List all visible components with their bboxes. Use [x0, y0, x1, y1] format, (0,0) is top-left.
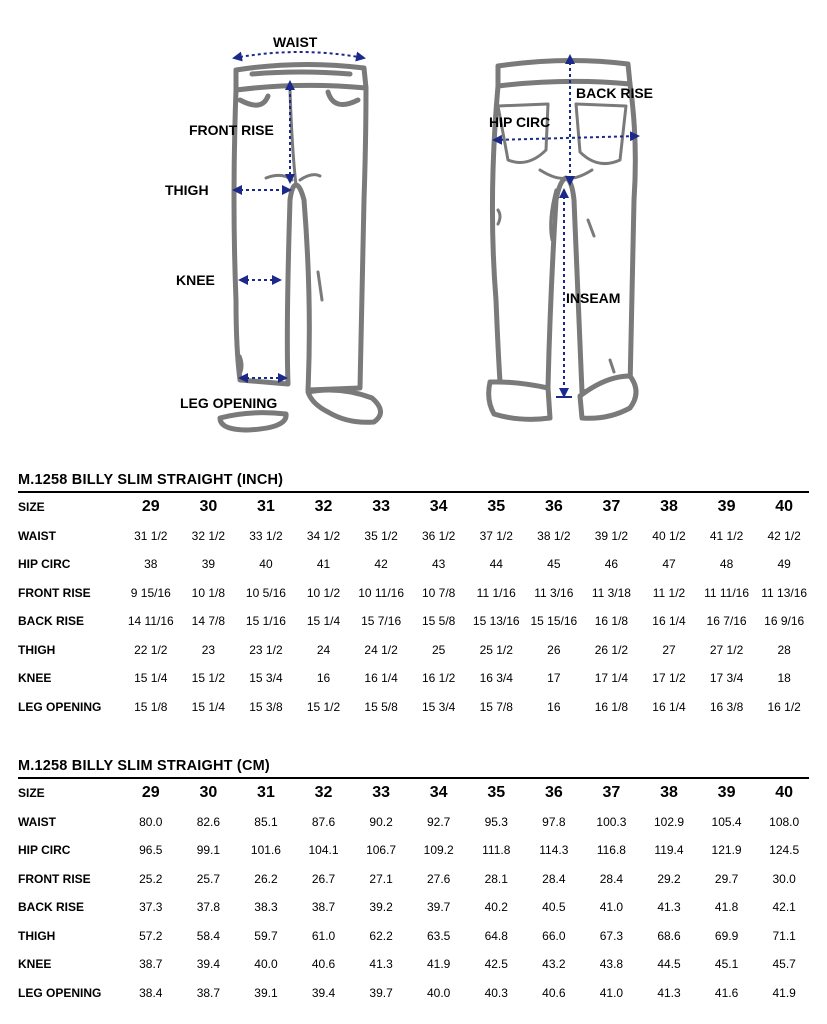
size-header-cell: 34 — [429, 498, 448, 516]
size-header-cell: 38 — [660, 784, 678, 802]
table-cell: 95.3 — [484, 814, 508, 829]
table-cell: 34 1/2 — [306, 528, 341, 543]
table-cell: 15 3/4 — [249, 671, 283, 686]
size-header-cell: 34 — [429, 784, 448, 802]
size-header-cell: 29 — [141, 498, 160, 516]
table-cell: 41 1/2 — [709, 528, 744, 543]
front-rise-label: FRONT RISE — [189, 122, 274, 138]
size-header-cell: 40 — [775, 498, 794, 516]
table-row — [16, 579, 813, 608]
table-cell: 57.2 — [139, 928, 163, 943]
table-cell: 39 1/2 — [594, 528, 629, 543]
table-cell: 24 1/2 — [364, 642, 398, 657]
row-label: HIP CIRC — [18, 843, 71, 858]
table-cell: 16 9/16 — [764, 614, 805, 629]
table-cell: 38.7 — [311, 900, 336, 915]
table-cell: 41.8 — [714, 900, 739, 915]
table-cell: 29.2 — [657, 871, 681, 886]
table-cell: 15 3/4 — [421, 699, 456, 714]
table-cell: 25 1/2 — [479, 642, 513, 657]
table-row — [16, 893, 813, 922]
hip-circ-label: HIP CIRC — [489, 114, 551, 130]
table-cell: 109.2 — [423, 843, 454, 858]
cm-size-chart — [18, 756, 809, 1007]
table-cell: 25 — [432, 642, 446, 657]
inseam-label: INSEAM — [566, 290, 621, 306]
table-cell: 17 — [547, 671, 561, 686]
table-row — [16, 664, 813, 693]
table-cell: 80.0 — [139, 814, 163, 829]
table-cell: 26.2 — [254, 871, 278, 886]
table-cell: 11 3/18 — [591, 585, 631, 600]
table-cell: 61.0 — [311, 928, 336, 943]
table-cell: 64.8 — [484, 928, 508, 943]
table-cell: 16 1/2 — [767, 699, 801, 714]
table-cell: 29.7 — [714, 871, 739, 886]
inch-table-body — [16, 493, 813, 721]
table-cell: 22 1/2 — [134, 642, 168, 657]
table-row — [16, 922, 813, 951]
table-cell: 15 7/8 — [479, 699, 513, 714]
table-cell: 41.6 — [714, 985, 739, 1000]
row-label: LEG OPENING — [18, 985, 102, 1000]
table-cell: 39.4 — [311, 985, 336, 1000]
table-cell: 24 — [316, 642, 331, 657]
table-cell: 16 1/2 — [421, 671, 456, 686]
table-cell: 42 — [374, 557, 388, 572]
table-cell: 26.7 — [311, 871, 336, 886]
table-cell: 102.9 — [653, 814, 684, 829]
table-cell: 16 3/4 — [479, 671, 513, 686]
table-cell: 16 1/4 — [652, 614, 686, 629]
table-cell: 15 5/8 — [364, 699, 398, 714]
row-label: SIZE — [18, 786, 45, 801]
table-cell: 66.0 — [542, 928, 566, 943]
table-cell: 27 — [662, 642, 676, 657]
table-cell: 44 — [489, 557, 503, 572]
table-cell: 49 — [777, 557, 791, 572]
table-cell: 41.3 — [369, 957, 393, 972]
table-cell: 15 1/2 — [306, 699, 341, 714]
table-cell: 27.1 — [369, 871, 393, 886]
table-cell: 10 11/16 — [358, 585, 405, 600]
table-cell: 85.1 — [254, 814, 278, 829]
table-cell: 119.4 — [654, 843, 684, 858]
table-cell: 38.3 — [254, 900, 278, 915]
size-header-cell: 39 — [717, 784, 736, 802]
row-label: SIZE — [18, 500, 45, 515]
table-cell: 28.1 — [484, 871, 508, 886]
inch-size-table — [16, 493, 813, 721]
table-cell: 32 1/2 — [191, 528, 226, 543]
table-cell: 121.9 — [711, 843, 742, 858]
table-cell: 43.2 — [542, 957, 566, 972]
table-cell: 40 — [259, 557, 273, 572]
table-cell: 39 — [201, 557, 216, 572]
inch-chart-title: M.1258 BILLY SLIM STRAIGHT (INCH) — [18, 472, 284, 488]
size-header-cell: 36 — [544, 784, 563, 802]
table-row — [16, 636, 813, 665]
table-cell: 15 1/4 — [306, 614, 341, 629]
table-row — [16, 493, 813, 522]
table-cell: 16 1/8 — [594, 699, 629, 714]
table-cell: 31 1/2 — [134, 528, 168, 543]
table-cell: 38 — [144, 557, 158, 572]
table-cell: 39.2 — [369, 900, 393, 915]
table-row — [16, 979, 813, 1008]
table-cell: 104.1 — [308, 843, 339, 858]
table-cell: 11 13/16 — [761, 585, 808, 600]
table-row — [16, 808, 813, 837]
table-cell: 96.5 — [139, 843, 163, 858]
row-label: WAIST — [18, 814, 56, 829]
table-cell: 101.6 — [250, 843, 281, 858]
table-cell: 35 1/2 — [364, 528, 398, 543]
table-cell: 15 1/2 — [191, 671, 226, 686]
row-label: THIGH — [18, 928, 56, 943]
back-rise-label: BACK RISE — [576, 85, 654, 101]
table-cell: 59.7 — [254, 928, 278, 943]
table-row — [16, 522, 813, 551]
table-cell: 38.7 — [139, 957, 163, 972]
table-cell: 39.7 — [369, 985, 393, 1000]
table-cell: 42.5 — [484, 957, 508, 972]
table-cell: 63.5 — [427, 928, 451, 943]
table-cell: 62.2 — [369, 928, 393, 943]
table-cell: 37.3 — [139, 900, 163, 915]
table-cell: 45.1 — [714, 957, 739, 972]
table-cell: 17 1/4 — [594, 671, 629, 686]
table-row — [16, 779, 813, 808]
table-cell: 15 7/16 — [361, 614, 402, 629]
table-cell: 15 1/4 — [191, 699, 226, 714]
table-cell: 82.6 — [196, 814, 221, 829]
size-header-cell: 35 — [487, 784, 506, 802]
table-cell: 15 5/8 — [421, 614, 456, 629]
size-header-cell: 37 — [602, 784, 621, 802]
table-cell: 108.0 — [769, 814, 800, 829]
table-cell: 37.8 — [196, 900, 221, 915]
table-cell: 16 — [547, 699, 561, 714]
cm-table-body — [16, 779, 813, 1007]
table-cell: 15 1/16 — [245, 614, 286, 629]
table-cell: 116.8 — [596, 843, 626, 858]
table-cell: 36 1/2 — [421, 528, 456, 543]
table-cell: 16 1/4 — [652, 699, 686, 714]
table-row — [16, 950, 813, 979]
table-cell: 10 1/2 — [306, 585, 341, 600]
table-cell: 71.1 — [772, 928, 796, 943]
inch-size-chart — [18, 470, 809, 721]
table-cell: 43.8 — [599, 957, 624, 972]
table-cell: 43 — [432, 557, 446, 572]
table-cell: 15 1/8 — [134, 699, 168, 714]
table-cell: 15 13/16 — [472, 614, 520, 629]
table-cell: 105.4 — [711, 814, 742, 829]
table-cell: 47 — [662, 557, 676, 572]
table-cell: 15 1/4 — [134, 671, 168, 686]
row-label: FRONT RISE — [18, 871, 91, 886]
table-cell: 23 1/2 — [249, 642, 283, 657]
table-cell: 37 1/2 — [479, 528, 513, 543]
table-cell: 10 7/8 — [421, 585, 456, 600]
table-row — [16, 693, 813, 722]
table-cell: 41.9 — [427, 957, 451, 972]
table-cell: 46 — [604, 557, 619, 572]
table-cell: 92.7 — [427, 814, 451, 829]
table-cell: 40.5 — [542, 900, 566, 915]
row-label: KNEE — [18, 671, 52, 686]
table-cell: 114.3 — [539, 843, 569, 858]
table-cell: 16 3/8 — [709, 699, 744, 714]
table-cell: 28.4 — [542, 871, 566, 886]
table-cell: 41.3 — [657, 900, 681, 915]
row-label: BACK RISE — [18, 614, 85, 629]
waist-label: WAIST — [273, 34, 318, 50]
table-cell: 16 7/16 — [706, 614, 747, 629]
size-header-cell: 38 — [660, 498, 678, 516]
table-cell: 100.3 — [596, 814, 627, 829]
table-cell: 124.5 — [769, 843, 800, 858]
waist-measure-line — [234, 52, 364, 58]
table-cell: 68.6 — [657, 928, 681, 943]
table-cell: 33 1/2 — [249, 528, 283, 543]
row-label: KNEE — [18, 957, 52, 972]
table-cell: 41.3 — [657, 985, 681, 1000]
size-header-cell: 32 — [314, 498, 333, 516]
table-cell: 38.4 — [139, 985, 163, 1000]
table-cell: 97.8 — [542, 814, 566, 829]
size-header-cell: 30 — [199, 498, 218, 516]
table-cell: 40.6 — [542, 985, 566, 1000]
table-cell: 58.4 — [196, 928, 221, 943]
table-cell: 28.4 — [599, 871, 624, 886]
thigh-label: THIGH — [165, 182, 209, 198]
size-header-cell: 33 — [372, 784, 390, 802]
table-cell: 44.5 — [657, 957, 681, 972]
table-cell: 26 1/2 — [594, 642, 629, 657]
table-cell: 25.7 — [196, 871, 221, 886]
cm-chart-title: M.1258 BILLY SLIM STRAIGHT (CM) — [18, 758, 270, 774]
size-header-cell: 32 — [314, 784, 333, 802]
table-cell: 25.2 — [139, 871, 163, 886]
table-cell: 40.6 — [311, 957, 336, 972]
measurement-diagram — [0, 0, 827, 440]
hip-circ-measure-line — [494, 136, 638, 140]
table-cell: 28 — [777, 642, 791, 657]
size-header-cell: 40 — [775, 784, 794, 802]
size-header-cell: 31 — [257, 784, 275, 802]
table-cell: 10 5/16 — [245, 585, 286, 600]
table-cell: 48 — [719, 557, 734, 572]
table-cell: 10 1/8 — [191, 585, 226, 600]
table-cell: 26 — [547, 642, 561, 657]
table-cell: 27.6 — [427, 871, 451, 886]
row-label: HIP CIRC — [18, 557, 71, 572]
row-label: WAIST — [18, 528, 56, 543]
table-cell: 16 — [316, 671, 331, 686]
table-cell: 87.6 — [311, 814, 336, 829]
table-cell: 41.0 — [599, 985, 624, 1000]
table-cell: 41.0 — [599, 900, 624, 915]
table-row — [16, 865, 813, 894]
table-cell: 40.0 — [254, 957, 278, 972]
table-cell: 39.1 — [254, 985, 278, 1000]
table-cell: 111.8 — [482, 843, 511, 858]
size-header-cell: 35 — [487, 498, 506, 516]
table-cell: 40 1/2 — [652, 528, 686, 543]
table-cell: 14 11/16 — [127, 614, 174, 629]
table-cell: 11 1/2 — [652, 585, 686, 600]
table-cell: 40.2 — [484, 900, 508, 915]
size-header-cell: 31 — [257, 498, 275, 516]
table-cell: 38.7 — [196, 985, 221, 1000]
table-cell: 17 1/2 — [652, 671, 686, 686]
table-cell: 40.0 — [427, 985, 451, 1000]
size-header-cell: 36 — [544, 498, 563, 516]
table-cell: 40.3 — [484, 985, 508, 1000]
table-cell: 11 3/16 — [534, 585, 574, 600]
table-cell: 11 1/16 — [476, 585, 516, 600]
table-cell: 39.7 — [427, 900, 451, 915]
row-label: LEG OPENING — [18, 699, 102, 714]
table-cell: 42 1/2 — [767, 528, 801, 543]
table-cell: 41 — [316, 557, 331, 572]
table-cell: 45.7 — [772, 957, 796, 972]
table-cell: 106.7 — [366, 843, 397, 858]
leg-opening-label: LEG OPENING — [180, 395, 278, 411]
size-header-cell: 37 — [602, 498, 621, 516]
table-cell: 41.9 — [772, 985, 796, 1000]
table-cell: 99.1 — [196, 843, 221, 858]
size-header-cell: 33 — [372, 498, 390, 516]
table-cell: 15 3/8 — [249, 699, 283, 714]
table-cell: 11 11/16 — [704, 585, 750, 600]
table-cell: 18 — [777, 671, 791, 686]
front-jeans-illustration — [220, 64, 381, 430]
table-row — [16, 836, 813, 865]
size-header-cell: 29 — [141, 784, 160, 802]
row-label: THIGH — [18, 642, 56, 657]
table-cell: 16 1/8 — [594, 614, 629, 629]
size-header-cell: 30 — [199, 784, 218, 802]
row-label: BACK RISE — [18, 900, 85, 915]
table-cell: 15 15/16 — [530, 614, 578, 629]
table-cell: 69.9 — [714, 928, 739, 943]
table-cell: 39.4 — [196, 957, 221, 972]
cm-size-table — [16, 779, 813, 1007]
table-cell: 67.3 — [599, 928, 624, 943]
table-cell: 14 7/8 — [191, 614, 226, 629]
size-header-cell: 39 — [717, 498, 736, 516]
table-cell: 42.1 — [772, 900, 796, 915]
table-cell: 9 15/16 — [130, 585, 171, 600]
table-cell: 45 — [547, 557, 561, 572]
table-cell: 30.0 — [772, 871, 796, 886]
table-cell: 17 3/4 — [709, 671, 744, 686]
knee-label: KNEE — [176, 272, 215, 288]
table-cell: 23 — [201, 642, 216, 657]
table-row — [16, 550, 813, 579]
table-row — [16, 607, 813, 636]
table-cell: 90.2 — [369, 814, 393, 829]
row-label: FRONT RISE — [18, 585, 91, 600]
table-cell: 16 1/4 — [364, 671, 398, 686]
table-cell: 38 1/2 — [537, 528, 571, 543]
table-cell: 27 1/2 — [709, 642, 744, 657]
